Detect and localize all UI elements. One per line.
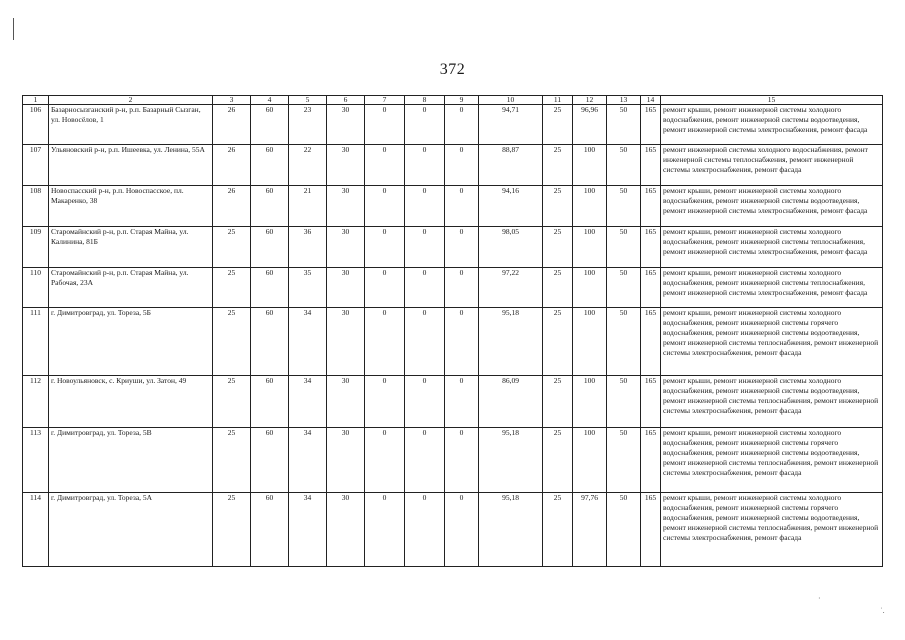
header-cell: 4 <box>251 96 289 105</box>
value-cell-c6: 30 <box>327 186 365 227</box>
value-cell-c3: 25 <box>213 493 251 567</box>
header-cell: 9 <box>445 96 479 105</box>
page-number: 372 <box>439 61 466 78</box>
works-cell: ремонт крыши, ремонт инженерной системы холодного водоснабжения, ремонт инженерной системы теплоснабжения, ремонт инженерной системы электроснабжения, ремонт фасада <box>661 227 883 268</box>
works-cell: ремонт крыши, ремонт инженерной системы холодного водоснабжения, ремонт инженерной системы горячего водоснабжения, ремонт инженерной системы водоотведения, ремонт инженерной системы теплоснабжения, ремонт инженерной системы электроснабжения, ремонт фасада <box>661 493 883 567</box>
value-cell-c10: 94,16 <box>479 186 543 227</box>
value-cell-c5: 21 <box>289 186 327 227</box>
value-cell-c10: 88,87 <box>479 145 543 186</box>
repair-schedule-table <box>22 95 883 567</box>
value-cell-c6: 30 <box>327 145 365 186</box>
value-cell-c8: 0 <box>405 428 445 493</box>
table-row <box>23 105 883 145</box>
value-cell-c5: 34 <box>289 493 327 567</box>
value-cell-c10: 86,09 <box>479 376 543 428</box>
value-cell-c4: 60 <box>251 186 289 227</box>
value-cell-c8: 0 <box>405 227 445 268</box>
value-cell-c12: 100 <box>573 145 607 186</box>
value-cell-c12: 100 <box>573 308 607 376</box>
value-cell-c6: 30 <box>327 105 365 145</box>
value-cell-c13: 50 <box>607 105 641 145</box>
value-cell-c9: 0 <box>445 308 479 376</box>
value-cell-c14: 165 <box>641 105 661 145</box>
value-cell-c9: 0 <box>445 105 479 145</box>
row-number-cell: 107 <box>23 145 49 186</box>
value-cell-c9: 0 <box>445 186 479 227</box>
works-cell: ремонт крыши, ремонт инженерной системы холодного водоснабжения, ремонт инженерной системы теплоснабжения, ремонт инженерной системы электроснабжения, ремонт фасада <box>661 268 883 308</box>
value-cell-c7: 0 <box>365 227 405 268</box>
value-cell-c9: 0 <box>445 493 479 567</box>
value-cell-c10: 98,05 <box>479 227 543 268</box>
value-cell-c6: 30 <box>327 227 365 268</box>
address-cell: Старомайнский р-н, р.п. Старая Майна, ул. Рабочая, 23А <box>49 268 213 308</box>
value-cell-c3: 25 <box>213 227 251 268</box>
value-cell-c10: 95,18 <box>479 493 543 567</box>
value-cell-c13: 50 <box>607 376 641 428</box>
address-cell: Базарносызганский р-н, р.п. Базарный Сызган, ул. Новосёлов, 1 <box>49 105 213 145</box>
address-cell: г. Димитровград, ул. Тореза, 5В <box>49 428 213 493</box>
value-cell-c3: 25 <box>213 308 251 376</box>
header-cell: 7 <box>365 96 405 105</box>
header-cell: 13 <box>607 96 641 105</box>
table-row <box>23 493 883 567</box>
value-cell-c6: 30 <box>327 493 365 567</box>
value-cell-c5: 22 <box>289 145 327 186</box>
works-cell: ремонт крыши, ремонт инженерной системы холодного водоснабжения, ремонт инженерной системы горячего водоснабжения, ремонт инженерной системы водоотведения, ремонт инженерной системы теплоснабжения, ремонт инженерной системы электроснабжения, ремонт фасада <box>661 308 883 376</box>
table-row <box>23 268 883 308</box>
value-cell-c3: 26 <box>213 145 251 186</box>
value-cell-c11: 25 <box>543 227 573 268</box>
value-cell-c5: 34 <box>289 428 327 493</box>
value-cell-c7: 0 <box>365 493 405 567</box>
header-cell: 15 <box>661 96 883 105</box>
value-cell-c9: 0 <box>445 145 479 186</box>
value-cell-c4: 60 <box>251 376 289 428</box>
value-cell-c4: 60 <box>251 308 289 376</box>
scan-speck: · <box>818 594 821 603</box>
value-cell-c9: 0 <box>445 268 479 308</box>
value-cell-c8: 0 <box>405 145 445 186</box>
value-cell-c14: 165 <box>641 145 661 186</box>
value-cell-c11: 25 <box>543 105 573 145</box>
table-row <box>23 376 883 428</box>
scan-speck: ˙. <box>880 606 885 615</box>
value-cell-c4: 60 <box>251 227 289 268</box>
header-cell: 8 <box>405 96 445 105</box>
table-row <box>23 227 883 268</box>
works-cell: ремонт крыши, ремонт инженерной системы холодного водоснабжения, ремонт инженерной системы горячего водоснабжения, ремонт инженерной системы водоотведения, ремонт инженерной системы теплоснабжения, ремонт инженерной системы электроснабжения, ремонт фасада <box>661 428 883 493</box>
value-cell-c7: 0 <box>365 268 405 308</box>
value-cell-c6: 30 <box>327 308 365 376</box>
row-number-cell: 113 <box>23 428 49 493</box>
value-cell-c3: 26 <box>213 105 251 145</box>
address-cell: г. Димитровград, ул. Тореза, 5Б <box>49 308 213 376</box>
table-row <box>23 145 883 186</box>
value-cell-c13: 50 <box>607 227 641 268</box>
value-cell-c13: 50 <box>607 428 641 493</box>
value-cell-c7: 0 <box>365 145 405 186</box>
value-cell-c12: 97,76 <box>573 493 607 567</box>
row-number-cell: 112 <box>23 376 49 428</box>
value-cell-c3: 25 <box>213 268 251 308</box>
header-cell: 14 <box>641 96 661 105</box>
value-cell-c8: 0 <box>405 268 445 308</box>
header-cell: 6 <box>327 96 365 105</box>
value-cell-c3: 25 <box>213 428 251 493</box>
address-cell: г. Новоульяновск, с. Криуши, ул. Затон, 49 <box>49 376 213 428</box>
value-cell-c5: 23 <box>289 105 327 145</box>
value-cell-c8: 0 <box>405 105 445 145</box>
value-cell-c12: 100 <box>573 268 607 308</box>
value-cell-c11: 25 <box>543 376 573 428</box>
value-cell-c8: 0 <box>405 308 445 376</box>
value-cell-c5: 35 <box>289 268 327 308</box>
row-number-cell: 108 <box>23 186 49 227</box>
value-cell-c14: 165 <box>641 493 661 567</box>
header-row <box>23 96 883 105</box>
address-cell: Новоспасский р-н, р.п. Новоспасское, пл. Макаренко, 38 <box>49 186 213 227</box>
value-cell-c3: 25 <box>213 376 251 428</box>
value-cell-c5: 34 <box>289 376 327 428</box>
value-cell-c4: 60 <box>251 105 289 145</box>
header-cell: 12 <box>573 96 607 105</box>
value-cell-c13: 50 <box>607 145 641 186</box>
margin-mark <box>13 18 14 40</box>
header-cell: 1 <box>23 96 49 105</box>
value-cell-c7: 0 <box>365 376 405 428</box>
value-cell-c7: 0 <box>365 186 405 227</box>
value-cell-c13: 50 <box>607 308 641 376</box>
value-cell-c12: 100 <box>573 186 607 227</box>
value-cell-c8: 0 <box>405 376 445 428</box>
value-cell-c5: 36 <box>289 227 327 268</box>
value-cell-c11: 25 <box>543 145 573 186</box>
value-cell-c14: 165 <box>641 428 661 493</box>
value-cell-c14: 165 <box>641 376 661 428</box>
value-cell-c4: 60 <box>251 268 289 308</box>
value-cell-c10: 97,22 <box>479 268 543 308</box>
value-cell-c5: 34 <box>289 308 327 376</box>
value-cell-c6: 30 <box>327 268 365 308</box>
header-cell: 10 <box>479 96 543 105</box>
value-cell-c6: 30 <box>327 376 365 428</box>
value-cell-c14: 165 <box>641 268 661 308</box>
value-cell-c14: 165 <box>641 186 661 227</box>
row-number-cell: 109 <box>23 227 49 268</box>
header-cell: 2 <box>49 96 213 105</box>
table-row <box>23 308 883 376</box>
row-number-cell: 106 <box>23 105 49 145</box>
header-cell: 11 <box>543 96 573 105</box>
value-cell-c9: 0 <box>445 227 479 268</box>
value-cell-c13: 50 <box>607 493 641 567</box>
value-cell-c14: 165 <box>641 227 661 268</box>
works-cell: ремонт крыши, ремонт инженерной системы холодного водоснабжения, ремонт инженерной системы водоотведения, ремонт инженерной системы электроснабжения, ремонт фасада <box>661 105 883 145</box>
value-cell-c3: 26 <box>213 186 251 227</box>
header-cell: 3 <box>213 96 251 105</box>
row-number-cell: 114 <box>23 493 49 567</box>
value-cell-c12: 100 <box>573 227 607 268</box>
table-row <box>23 428 883 493</box>
header-cell: 5 <box>289 96 327 105</box>
value-cell-c7: 0 <box>365 308 405 376</box>
value-cell-c10: 95,18 <box>479 428 543 493</box>
value-cell-c4: 60 <box>251 493 289 567</box>
value-cell-c10: 94,71 <box>479 105 543 145</box>
value-cell-c7: 0 <box>365 105 405 145</box>
value-cell-c10: 95,18 <box>479 308 543 376</box>
value-cell-c4: 60 <box>251 145 289 186</box>
row-number-cell: 110 <box>23 268 49 308</box>
value-cell-c8: 0 <box>405 186 445 227</box>
works-cell: ремонт крыши, ремонт инженерной системы холодного водоснабжения, ремонт инженерной системы водоотведения, ремонт инженерной системы электроснабжения, ремонт фасада <box>661 186 883 227</box>
value-cell-c12: 96,96 <box>573 105 607 145</box>
row-number-cell: 111 <box>23 308 49 376</box>
table-row <box>23 186 883 227</box>
works-cell: ремонт крыши, ремонт инженерной системы холодного водоснабжения, ремонт инженерной системы водоотведения, ремонт инженерной системы теплоснабжения, ремонт инженерной системы электроснабжения, ремонт фасада <box>661 376 883 428</box>
value-cell-c13: 50 <box>607 268 641 308</box>
value-cell-c14: 165 <box>641 308 661 376</box>
value-cell-c11: 25 <box>543 428 573 493</box>
value-cell-c9: 0 <box>445 428 479 493</box>
value-cell-c12: 100 <box>573 376 607 428</box>
works-cell: ремонт инженерной системы холодного водоснабжения, ремонт инженерной системы теплоснабжения, ремонт инженерной системы электроснабжения, ремонт фасада <box>661 145 883 186</box>
value-cell-c12: 100 <box>573 428 607 493</box>
value-cell-c11: 25 <box>543 268 573 308</box>
value-cell-c8: 0 <box>405 493 445 567</box>
value-cell-c11: 25 <box>543 186 573 227</box>
value-cell-c9: 0 <box>445 376 479 428</box>
value-cell-c11: 25 <box>543 308 573 376</box>
value-cell-c7: 0 <box>365 428 405 493</box>
address-cell: г. Димитровград, ул. Тореза, 5А <box>49 493 213 567</box>
value-cell-c11: 25 <box>543 493 573 567</box>
address-cell: Ульяновский р-н, р.п. Ишеевка, ул. Ленина, 55А <box>49 145 213 186</box>
value-cell-c6: 30 <box>327 428 365 493</box>
address-cell: Старомайнский р-н, р.п. Старая Майна, ул. Калинина, 81Б <box>49 227 213 268</box>
value-cell-c13: 50 <box>607 186 641 227</box>
value-cell-c4: 60 <box>251 428 289 493</box>
